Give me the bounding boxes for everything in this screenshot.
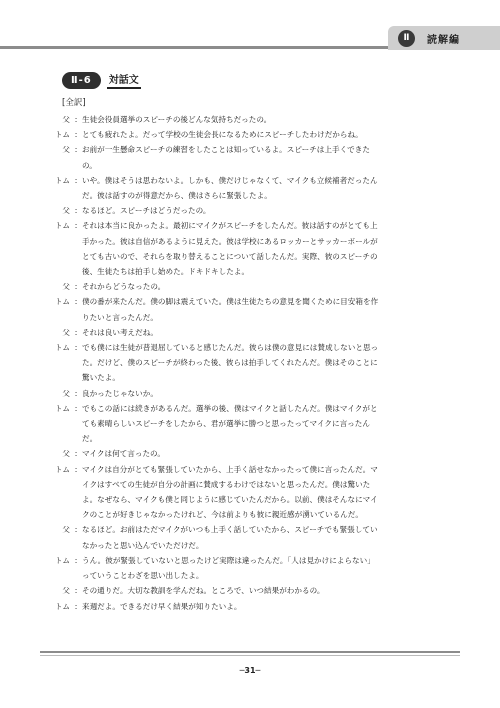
- utterance-text: いや。僕はそうは思わないよ。しかも、僕だけじゃなくて、マイクも立候補者だったん: [82, 175, 378, 185]
- speaker-colon: [70, 188, 82, 203]
- utterance-text: とても古いので、それらを取り替えることについて話したんだ。実際、彼のスピーチの: [82, 251, 378, 261]
- section-number-badge: Ⅱ-6: [62, 72, 101, 89]
- speaker-name: トム: [54, 130, 70, 140]
- speaker-name: 父: [62, 586, 70, 596]
- dialogue-line: [40, 416, 440, 431]
- speaker-colon: [70, 234, 82, 249]
- utterance-text: それは本当に良かったよ。最初にマイクがスピーチをしたんだ。彼は話すのがとても上: [82, 221, 378, 231]
- speaker-name: トム: [54, 555, 70, 565]
- speaker-colon: :: [74, 221, 78, 231]
- chapter-number-badge: Ⅱ: [398, 30, 415, 47]
- dialogue-line: [40, 249, 440, 264]
- speaker-colon: :: [74, 145, 78, 155]
- utterance-text: 良かったじゃないか。: [82, 388, 158, 398]
- speaker-name: [40, 370, 70, 385]
- speaker-colon: :: [74, 297, 78, 307]
- dialogue-line: [40, 188, 440, 203]
- speaker-colon: [70, 310, 82, 325]
- utterance-text: 生徒会役員選挙のスピーチの後どんな気持ちだったの。: [82, 115, 272, 124]
- dialogue-line: [40, 112, 440, 127]
- speaker-name: [40, 234, 70, 249]
- speaker-name: 父: [62, 388, 70, 398]
- dialogue-line: [40, 370, 440, 385]
- dialogue-line: [40, 310, 440, 325]
- utterance-text: の。: [82, 160, 97, 170]
- speaker-colon: [70, 355, 82, 370]
- dialogue-line: [40, 234, 440, 249]
- speaker-colon: :: [74, 327, 78, 337]
- speaker-name: [40, 264, 70, 279]
- speaker-colon: :: [74, 130, 78, 140]
- utterance-text: だ。: [82, 434, 98, 444]
- speaker-name: [40, 355, 70, 370]
- chapter-title: 読解編: [427, 34, 460, 46]
- speaker-colon: :: [74, 343, 78, 353]
- speaker-name: [40, 310, 70, 325]
- utterance-text: うん。彼が緊張していないと思ったけど実際は違ったんだ。「人は見かけによらない」: [82, 555, 375, 565]
- dialogue-line: [40, 401, 440, 416]
- dialogue-line: [40, 203, 440, 218]
- translation-label: [全訳]: [62, 98, 86, 108]
- speaker-name: 父: [62, 282, 70, 292]
- dialogue-line: [40, 142, 440, 157]
- speaker-colon: [70, 431, 82, 446]
- speaker-name: [40, 538, 70, 553]
- speaker-name: トム: [54, 601, 70, 611]
- dialogue-line: [40, 431, 440, 446]
- dialogue-line: [40, 294, 440, 309]
- utterance-text: だ。彼は話すのが得意だから、僕はさらに緊張したよ。: [82, 191, 272, 201]
- dialogue-line: [40, 127, 440, 142]
- dialogue-line: [40, 446, 440, 461]
- dialogue-line: [40, 538, 440, 553]
- dialogue-line: [40, 279, 440, 294]
- utterance-text: よ。なぜなら、マイクも僕と同じように感じていたんだから。以前、僕はそんなにマイ: [82, 495, 378, 505]
- top-header-bar: [0, 26, 500, 50]
- dialogue-line: [40, 522, 440, 537]
- utterance-text: クのことが好きじゃなかったけれど、今は前よりも彼に親近感が湧いているんだ。: [82, 510, 363, 520]
- speaker-name: [40, 188, 70, 203]
- speaker-colon: [70, 492, 82, 507]
- speaker-name: [40, 568, 70, 583]
- utterance-text: お前が一生懸命スピーチの練習をしたことは知っているよ。スピーチは上手くできた: [82, 145, 370, 155]
- speaker-colon: [70, 568, 82, 583]
- utterance-text: 驚いたよ。: [82, 373, 120, 383]
- utterance-text: 来週だよ。できるだけ早く結果が知りたいよ。: [82, 601, 242, 611]
- dialogue-line: [40, 386, 440, 401]
- speaker-name: [40, 431, 70, 446]
- section-heading: [62, 70, 141, 90]
- speaker-colon: [70, 158, 82, 173]
- dialogue-text: [40, 112, 440, 614]
- footer-rule-thin: [40, 655, 460, 656]
- dialogue-line: [40, 599, 440, 614]
- dialogue-line: [40, 340, 440, 355]
- speaker-colon: :: [74, 601, 78, 611]
- speaker-colon: :: [74, 555, 78, 565]
- utterance-text: ても素晴らしいスピーチをしたから、君が選挙に勝つと思ったってマイクに言ったん: [82, 419, 370, 429]
- utterance-text: それからどうなったの。: [82, 282, 166, 292]
- speaker-colon: [70, 370, 82, 385]
- utterance-text: なるほど。お前はただマイクがいつも上手く話していたから、スピーチでも緊張してい: [82, 525, 378, 535]
- speaker-name: [40, 416, 70, 431]
- utterance-text: なかったと思い込んでいただけだ。: [82, 540, 204, 550]
- speaker-name: [40, 477, 70, 492]
- utterance-text: イクはすべての生徒が自分の計画に賛成するわけではないと思ったんだ。僕は驚いた: [82, 479, 371, 489]
- dialogue-line: [40, 355, 440, 370]
- dialogue-line: [40, 583, 440, 598]
- dialogue-line: [40, 158, 440, 173]
- utterance-text: 僕の番が来たんだ。僕の脚は震えていた。僕は生徒たちの意見を聞くために目安箱を作: [82, 297, 379, 307]
- dialogue-line: [40, 173, 440, 188]
- header-rule: [0, 46, 388, 49]
- utterance-text: た。だけど、僕のスピーチが終わった後、彼らは拍手してくれたんだ。僕はそのことに: [82, 358, 378, 368]
- speaker-name: トム: [54, 343, 70, 353]
- speaker-name: 父: [62, 206, 70, 216]
- utterance-text: 手かった。彼は自信があるように見えた。彼は学校にあるロッカーとサッカーボールが: [82, 236, 378, 246]
- speaker-colon: :: [74, 282, 78, 292]
- speaker-colon: [70, 507, 82, 522]
- dialogue-line: [40, 218, 440, 233]
- speaker-colon: :: [74, 388, 78, 398]
- speaker-colon: :: [74, 525, 78, 535]
- dialogue-line: [40, 264, 440, 279]
- speaker-name: 父: [62, 145, 70, 155]
- utterance-text: とても疲れたよ。だって学校の生徒会長になるためにスピーチしたわけだからね。: [82, 130, 363, 140]
- speaker-colon: [70, 416, 82, 431]
- utterance-text: それは良い考えだね。: [82, 327, 158, 337]
- speaker-colon: :: [74, 115, 78, 124]
- chapter-tab: [388, 26, 500, 50]
- utterance-text: でもこの話には続きがあるんだ。選挙の後、僕はマイクと話したんだ。僕はマイクがと: [82, 403, 378, 413]
- speaker-name: [40, 249, 70, 264]
- dialogue-line: [40, 462, 440, 477]
- dialogue-line: [40, 477, 440, 492]
- speaker-colon: :: [74, 175, 78, 185]
- speaker-colon: [70, 477, 82, 492]
- utterance-text: なるほど。スピーチはどうだったの。: [82, 206, 211, 216]
- speaker-name: [40, 507, 70, 522]
- speaker-name: 父: [62, 525, 70, 535]
- speaker-colon: [70, 264, 82, 279]
- speaker-name: トム: [54, 221, 70, 231]
- utterance-text: 後、生徒たちは拍手し始めた。ドキドキしたよ。: [82, 267, 250, 277]
- utterance-text: マイクは何て言ったの。: [82, 449, 165, 459]
- speaker-name: トム: [54, 297, 70, 307]
- page-number: ─31─: [239, 666, 261, 675]
- speaker-colon: :: [74, 403, 78, 413]
- utterance-text: その通りだ。大切な教訓を学んだね。ところで、いつ結果がわかるの。: [82, 586, 325, 596]
- speaker-colon: [70, 538, 82, 553]
- speaker-name: トム: [54, 175, 70, 185]
- speaker-colon: [70, 249, 82, 264]
- speaker-name: 父: [62, 327, 70, 337]
- utterance-text: でも僕には生徒が普退屈していると感じたんだ。彼らは僕の意見には賛成しないと思っ: [82, 343, 379, 353]
- utterance-text: マイクは自分がとても緊張していたから、上手く話せなかったって僕に言ったんだ。マ: [82, 464, 378, 474]
- dialogue-line: [40, 492, 440, 507]
- speaker-name: 父: [62, 115, 70, 124]
- utterance-text: りたいと言ったんだ。: [82, 312, 158, 322]
- utterance-text: っていうことわざを思い出したよ。: [82, 571, 204, 581]
- speaker-name: トム: [54, 403, 70, 413]
- speaker-colon: :: [74, 586, 78, 596]
- footer-rule: [40, 651, 460, 653]
- speaker-colon: :: [74, 449, 78, 459]
- speaker-name: トム: [54, 464, 70, 474]
- dialogue-line: [40, 325, 440, 340]
- speaker-colon: :: [74, 464, 78, 474]
- section-title: 対話文: [107, 71, 141, 89]
- speaker-name: [40, 492, 70, 507]
- speaker-colon: :: [74, 206, 78, 216]
- speaker-name: [40, 158, 70, 173]
- dialogue-line: [40, 553, 440, 568]
- dialogue-line: [40, 507, 440, 522]
- speaker-name: 父: [62, 449, 70, 459]
- dialogue-line: [40, 568, 440, 583]
